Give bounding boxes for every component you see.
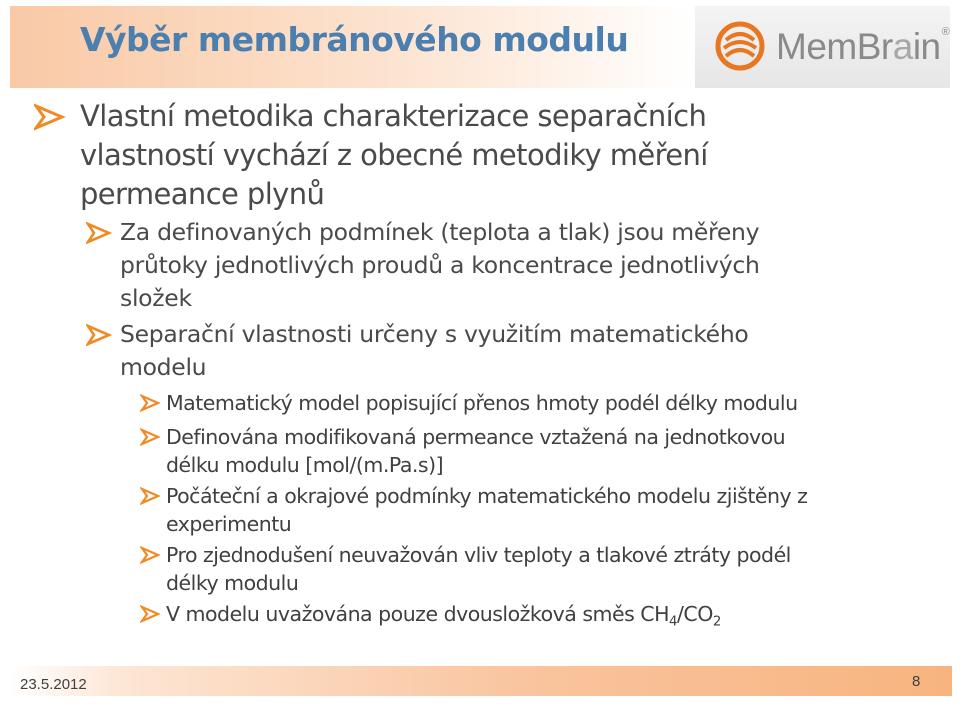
bullet-text: Pro zjednodušení neuvažován vliv teploty a tlakové ztráty podél délky modulu <box>166 543 791 595</box>
bullet-level3 <box>140 541 791 597</box>
logo-text-part2: a <box>892 26 913 67</box>
bullet-text: Matematický model popisující přenos hmoty podél délky modulu <box>166 391 798 415</box>
bullet-level3 <box>140 389 798 417</box>
bullet-text: Separační vlastnosti určeny s využitím matematického modelu <box>120 320 749 381</box>
arrowhead-bullet-icon <box>140 487 160 505</box>
bullet-text: Za definovaných podmínek (teplota a tlak) jsou měřeny průtoky jednotlivých proudů a koncentrace jednotlivých složek <box>120 218 760 312</box>
bullet-text: Definována modifikovaná permeance vztažená na jednotkovou délku modulu [mol/(m.Pa.s)] <box>166 425 786 477</box>
membrain-logo-icon <box>712 18 772 74</box>
arrowhead-bullet-icon <box>86 324 112 346</box>
logo-text-part3: in <box>912 26 941 67</box>
bullet-level3 <box>140 600 721 628</box>
bullet-text: Vlastní metodika charakterizace separačních vlastností vychází z obecné metodiky měření permeance plynů <box>80 99 708 211</box>
subscript-2: 2 <box>712 614 721 630</box>
footer-band <box>10 666 952 696</box>
arrowhead-bullet-icon <box>140 546 160 564</box>
page-number: 8 <box>912 673 921 690</box>
arrowhead-bullet-icon <box>34 103 66 131</box>
subscript-4: 4 <box>669 614 677 630</box>
logo-wordmark <box>776 26 949 68</box>
bullet-text: Počáteční a okrajové podmínky matematického modelu zjištěny z experimentu <box>166 484 808 536</box>
bullet-level1 <box>34 97 708 214</box>
bullet-level2 <box>86 318 749 384</box>
slide-title: Výběr membránového modulu <box>80 20 629 59</box>
formula-prefix: V modelu uvažována pouze dvousložková směs CH <box>166 602 670 626</box>
arrowhead-bullet-icon <box>86 222 112 244</box>
formula-mid: /CO <box>677 602 713 626</box>
arrowhead-bullet-icon <box>140 394 160 412</box>
footer-date: 23.5.2012 <box>20 676 87 693</box>
arrowhead-bullet-icon <box>140 428 160 446</box>
bullet-level3 <box>140 423 785 479</box>
logo-text-part1: MemBr <box>776 26 893 67</box>
registered-mark: ® <box>941 26 950 38</box>
bullet-level3 <box>140 482 807 538</box>
bullet-level2 <box>86 216 760 315</box>
bullet-text <box>166 600 721 628</box>
arrowhead-bullet-icon <box>140 605 160 623</box>
